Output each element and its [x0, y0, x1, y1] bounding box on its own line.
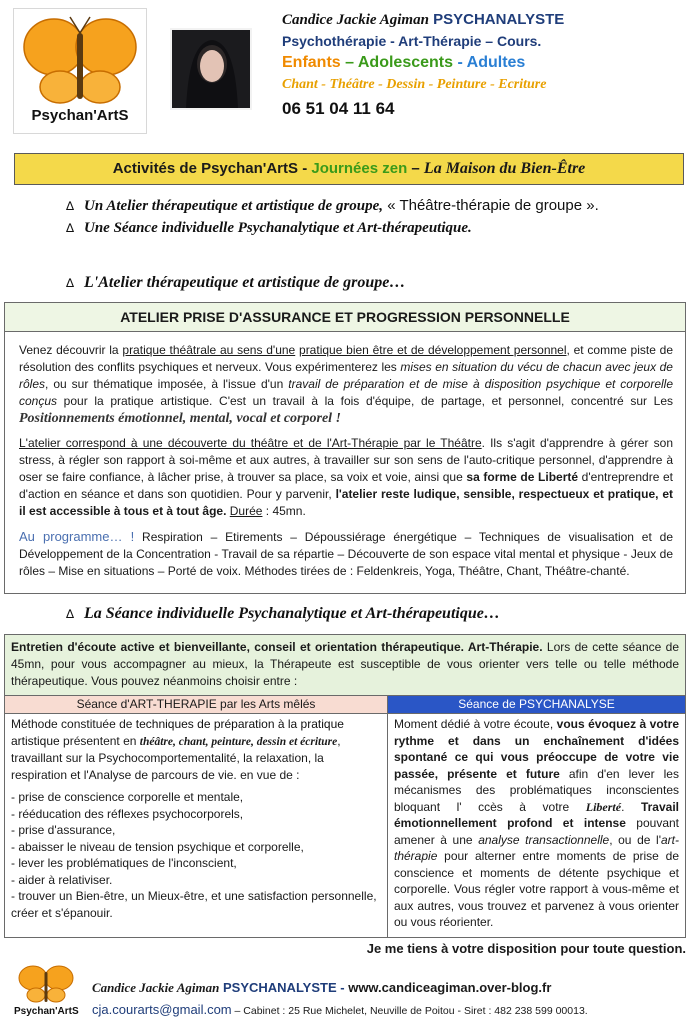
header-phone: 06 51 04 11 64: [282, 99, 395, 118]
footer-sep: -: [454, 1005, 464, 1017]
audience-enfants: Enfants: [282, 54, 341, 71]
footer-title: PSYCHANALYSTE: [222, 980, 337, 995]
art-therapy-description: [11, 716, 381, 783]
portrait-photo: [170, 28, 252, 110]
text: Positionnements émotionnel, mental, vocal et corporel !: [19, 411, 341, 426]
logo-label: Psychan'ArtS: [31, 107, 129, 124]
bullet-plain-text: « Théâtre-thérapie de groupe ».: [383, 197, 599, 214]
section2-intro: [4, 634, 686, 696]
text: pratique bien être et de développement personnel: [299, 343, 567, 357]
bullet-script-text: Une Séance individuelle Psychanalytique et Art-thérapeutique.: [84, 220, 472, 236]
header-audience: [282, 52, 692, 74]
text: .: [621, 799, 641, 814]
butterfly-icon: [14, 964, 78, 1006]
text: , travaillant sur la: [11, 733, 341, 765]
closing-line: Je me tiens à votre disposition pour toute question.: [366, 941, 686, 956]
title-part2: Journées zen: [311, 160, 408, 177]
text: Respiration – Etirements – Dépoussiérage énergétique – Techniques de visualisation et de Développement de la Concentration - Travail de sa répartie – Découverte de son espace vital mental et physique - Jeux de rôles – Mise en situations – Porté de voix. Méthodes tirées de : Feldenkreis, Yoga, Théâtre, Chant, Théâtre-chanté.: [19, 530, 674, 578]
text: l'atelier reste ludique, sensible, respectueux et pratique, et il est accessible à tous et à tout âge.: [19, 487, 673, 518]
footer-siret: Siret : 482 238 599 00013.: [463, 1005, 588, 1017]
footer-sep: -: [336, 980, 349, 995]
bullet-script-text: Un Atelier thérapeutique et artistique de groupe,: [84, 198, 384, 214]
text: pour alterner entre moments de prise de conscience et moments de détente psychique et corporelle. Vous régler votre rapport à vous-même et aux autres, vous trouvez et parvenez à vous orienter ou vous réorienter.: [394, 849, 679, 929]
header-arts: Chant - Théâtre - Dessin - Peinture - Ecriture: [282, 77, 547, 92]
footer-website-link[interactable]: www.candiceagiman.over-blog.fr: [348, 980, 552, 995]
list-item: - abaisser le niveau de tension psychique et corporelle,: [11, 839, 304, 854]
text: Au programme… !: [19, 529, 135, 544]
text: Liberté: [585, 799, 622, 814]
header-name: Candice Jackie Agiman: [282, 12, 429, 28]
text: Moment dédié à votre écoute,: [394, 717, 557, 731]
audience-sep: -: [453, 54, 467, 71]
psychanalyse-column: [388, 714, 686, 938]
section1-box-title: ATELIER PRISE D'ASSURANCE ET PROGRESSION PERSONNELLE: [4, 302, 686, 332]
text: en vue de :: [236, 767, 300, 782]
footer-email-link[interactable]: cja.courarts@gmail.com: [92, 1002, 232, 1017]
text: , un: [124, 889, 148, 903]
header-title: PSYCHANALYSTE: [433, 11, 565, 28]
text: satisfaction personnelle, créer et s'épanouir.: [11, 889, 377, 920]
logo: [13, 8, 147, 134]
text: Mieux-être: [147, 889, 205, 903]
title-part3: –: [407, 160, 424, 177]
text: - trouver un: [11, 889, 76, 903]
footer-name: Candice Jackie Agiman: [92, 980, 220, 995]
text: sa forme de Liberté: [466, 470, 579, 484]
section1-paragraph-3: [19, 528, 673, 580]
text: vous évoquez à votre rythme et dans un enchaînement d'idées spontané ce qui vous préoccupe de votre vie passée, présente et future: [394, 717, 680, 781]
text: Venez découvrir la: [19, 343, 123, 357]
list-item: - rééducation des réflexes psychocorporels,: [11, 806, 244, 821]
text: pratique théâtrale au sens d'une: [122, 343, 296, 357]
footer-address: – Cabinet : 25 Rue Michelet, Neuville de Poitou: [231, 1005, 455, 1017]
audience-adolescents: Adolescents: [357, 54, 454, 71]
text: Bien-être: [75, 889, 125, 903]
header-services: Psychothérapie - Art-Thérapie – Cours.: [282, 33, 542, 49]
footer-logo-label: Psychan'ArtS: [14, 1006, 79, 1017]
audience-adultes: Adultes: [466, 54, 526, 71]
list-item: - lever les problématiques de l'inconscient,: [11, 856, 237, 870]
triangle-icon: ∆: [66, 221, 75, 235]
title-part4: La Maison du Bien-Être: [423, 160, 586, 177]
section2-heading: [66, 603, 686, 625]
text: Durée: [229, 504, 263, 518]
list-item: - prise de conscience corporelle et mentale,: [11, 790, 244, 804]
footer-line-1: [92, 979, 692, 997]
text: Travail émotionnellement profond et intense: [394, 799, 679, 830]
list-item: [11, 888, 381, 921]
section1-heading-text: L'Atelier thérapeutique et artistique de groupe…: [84, 274, 406, 291]
text: Méthode constituée de: [11, 717, 136, 731]
triangle-icon: ∆: [66, 199, 75, 213]
text: techniques de préparation à la pratique artistique: [11, 717, 344, 748]
text: afin d'en lever les mécanismes des problématiques inconscientes bloquant l' ccès à votre: [394, 766, 679, 814]
triangle-icon: ∆: [66, 276, 75, 290]
art-therapy-column: [4, 714, 388, 938]
section1-body: [4, 332, 686, 594]
text: , ou sur thématique imposée, à l'issue d'un: [45, 377, 289, 391]
text: présentent en: [59, 733, 140, 748]
section1-paragraph-1: [19, 342, 673, 427]
text: , et comme piste de résolution des conflits psychiques et nerveux. Vous expérimenterez les: [19, 343, 673, 374]
text: art-thérapie: [394, 832, 679, 863]
text: : 45mn.: [262, 504, 306, 518]
art-therapy-goals-list: [11, 789, 381, 921]
footer-line-2: [92, 1001, 692, 1020]
intro-bullet-1: [66, 196, 686, 216]
triangle-icon: ∆: [66, 607, 75, 621]
text: , et une: [204, 889, 248, 903]
psychanalyse-header: Séance de PSYCHANALYSE: [388, 696, 686, 714]
text: , ou de l': [609, 832, 661, 847]
header-name-line: [282, 10, 692, 30]
text: pouvant amener à une: [394, 816, 679, 847]
title-part1: Activités de Psychan'ArtS -: [112, 160, 312, 177]
section1-paragraph-2: [19, 435, 673, 520]
text: pour la pratique artistique. C'est un travail à la fois d'équipe, de partage, et personnel, concentré sur Les: [57, 394, 673, 408]
text: . Ils s'agit d'apprendre à gérer son stress, à régler son rapport à soi-même et aux autres, à travailler sur son sens de l'auto-critique personnel, d'apprendre à oser se faire confiance, à lâcher prise, à trouver sa place, sa voix et voie, ainsi que: [19, 436, 673, 484]
text: analyse transactionnelle: [478, 832, 610, 847]
header-text: [282, 10, 692, 122]
footer-logo: [14, 964, 78, 1020]
intro-bullet-2: [66, 218, 686, 238]
section2-heading-text: La Séance individuelle Psychanalytique et Art-thérapeutique…: [84, 605, 500, 622]
text: L'atelier correspond à une découverte du théâtre et de l'Art-Thérapie par le Théâtre: [19, 436, 482, 450]
text: théâtre, chant, peinture, dessin et écriture: [139, 735, 338, 748]
list-item: - aider à relativiser.: [11, 872, 113, 887]
audience-sep: –: [340, 54, 358, 71]
text: Entretien d'écoute active et bienveillante, conseil et orientation thérapeutique. Art-Thérapie.: [11, 640, 543, 654]
text: Psychocomportementalité, la relaxation, la respiration et l'Analyse de parcours de vie.: [11, 751, 324, 782]
text: Lors de cette séance de 45mn, pour vous accompagner au mieux, la Thérapeute est susceptible de vous orienter vers telle ou telle méthode thérapeutique. Vous pouvez néanmoins choisir entre :: [11, 640, 679, 688]
text: mises en situation du vécu de chacun avec jeux de rôles: [19, 360, 673, 391]
section1-heading: [66, 272, 686, 294]
text: d'entreprendre et d'action en séance et dans son quotidien. Pour y parvenir,: [19, 470, 674, 501]
art-therapy-header: Séance d'ART-THERAPIE par les Arts mêlés: [4, 696, 388, 714]
list-item: - prise d'assurance,: [11, 823, 116, 837]
title-bar: [14, 153, 684, 185]
text: travail de préparation et de mise à disposition psychique et corporelle conçus: [19, 377, 674, 408]
